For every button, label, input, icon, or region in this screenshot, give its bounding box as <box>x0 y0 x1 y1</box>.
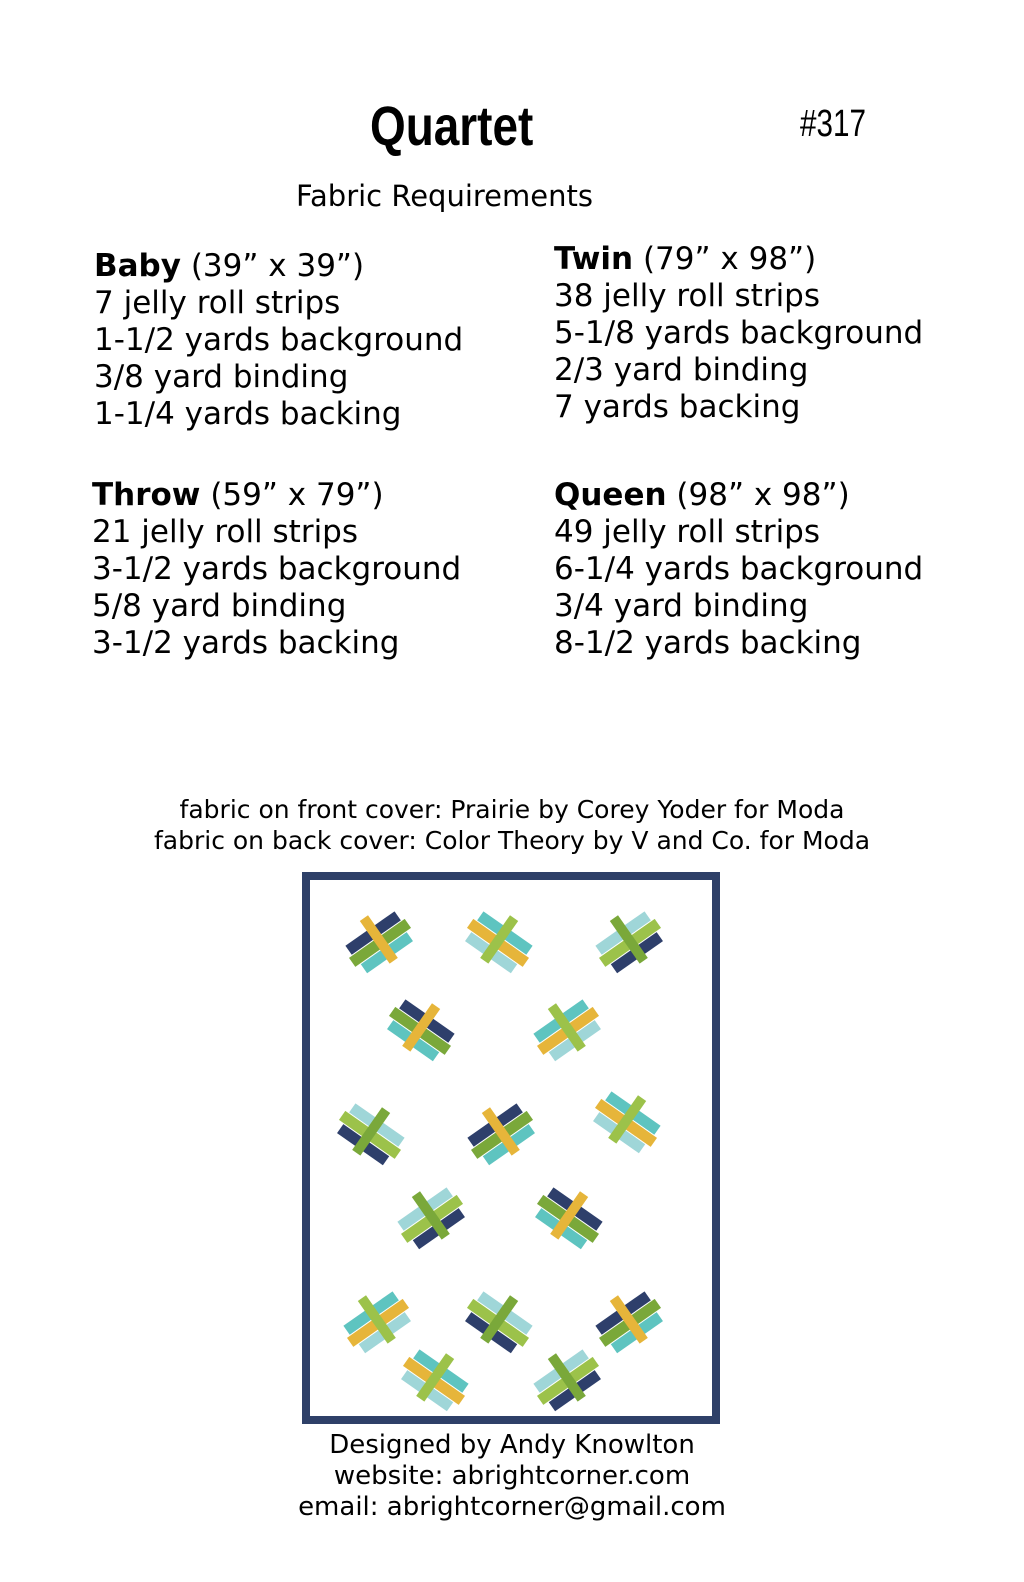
designer-name: Designed by Andy Knowlton <box>329 1430 695 1460</box>
size-name: Baby <box>94 248 181 284</box>
quilt-block <box>345 911 413 973</box>
requirement-line: 3-1/2 yards background <box>92 551 462 587</box>
size-dimensions: (59” x 79”) <box>210 477 384 513</box>
size-dimensions: (79” x 98”) <box>642 241 817 277</box>
requirement-line: 38 jelly roll strips <box>554 278 821 314</box>
requirement-line: 6-1/4 yards background <box>554 551 924 587</box>
front-cover-credit: fabric on front cover: Prairie by Corey Yoder for Moda <box>179 795 845 824</box>
quilt-illustration <box>302 872 720 1424</box>
pattern-title: Quartet <box>370 94 534 157</box>
requirement-line: 7 yards backing <box>554 389 801 425</box>
pattern-number: #317 <box>800 103 866 145</box>
quilt-block <box>465 911 533 973</box>
requirement-line: 21 jelly roll strips <box>92 514 359 550</box>
website-text: website: abrightcorner.com <box>333 1461 691 1491</box>
fabric-requirements-heading: Fabric Requirements <box>296 179 593 213</box>
quilt-block <box>593 1091 661 1153</box>
email-text: email: abrightcorner@gmail.com <box>298 1492 726 1522</box>
requirement-line: 5-1/8 yards background <box>554 315 924 351</box>
requirement-line: 49 jelly roll strips <box>554 514 821 550</box>
quilt-block <box>343 1291 411 1353</box>
quilt-block <box>465 1291 533 1353</box>
back-cover-credit: fabric on back cover: Color Theory by V and Co. for Moda <box>153 826 871 855</box>
size-dimensions: (39” x 39”) <box>190 248 365 284</box>
requirement-line: 2/3 yard binding <box>554 352 809 388</box>
quilt-block <box>535 1187 603 1249</box>
size-name: Throw <box>92 477 201 513</box>
size-name: Queen <box>554 477 667 513</box>
size-dimensions: (98” x 98”) <box>676 477 850 513</box>
requirement-line: 7 jelly roll strips <box>94 285 341 321</box>
requirement-line: 1-1/2 yards background <box>94 322 464 358</box>
size-name: Twin <box>554 241 634 277</box>
requirement-line: 5/8 yard binding <box>92 588 347 624</box>
requirement-line: 3/4 yard binding <box>554 588 809 624</box>
size-block-queen <box>554 477 984 662</box>
quilt-block <box>401 1349 469 1411</box>
quilt-pattern-graphic <box>310 880 712 1416</box>
size-block-twin <box>554 241 984 426</box>
requirement-line: 3/8 yard binding <box>94 359 349 395</box>
requirement-line: 1-1/4 yards backing <box>94 396 402 432</box>
quilt-block <box>467 1103 535 1165</box>
quilt-block <box>595 911 663 973</box>
quilt-block <box>337 1103 405 1165</box>
requirement-line: 3-1/2 yards backing <box>92 625 400 661</box>
fabric-credits <box>0 794 1024 856</box>
quilt-block <box>387 999 455 1061</box>
quilt-block <box>533 1349 601 1411</box>
size-block-baby <box>94 248 524 433</box>
designer-credits <box>0 1430 1024 1523</box>
requirement-line: 8-1/2 yards backing <box>554 625 862 661</box>
quilt-block <box>533 999 601 1061</box>
quilt-block <box>397 1187 465 1249</box>
quilt-block <box>595 1291 663 1353</box>
size-block-throw <box>92 477 522 662</box>
